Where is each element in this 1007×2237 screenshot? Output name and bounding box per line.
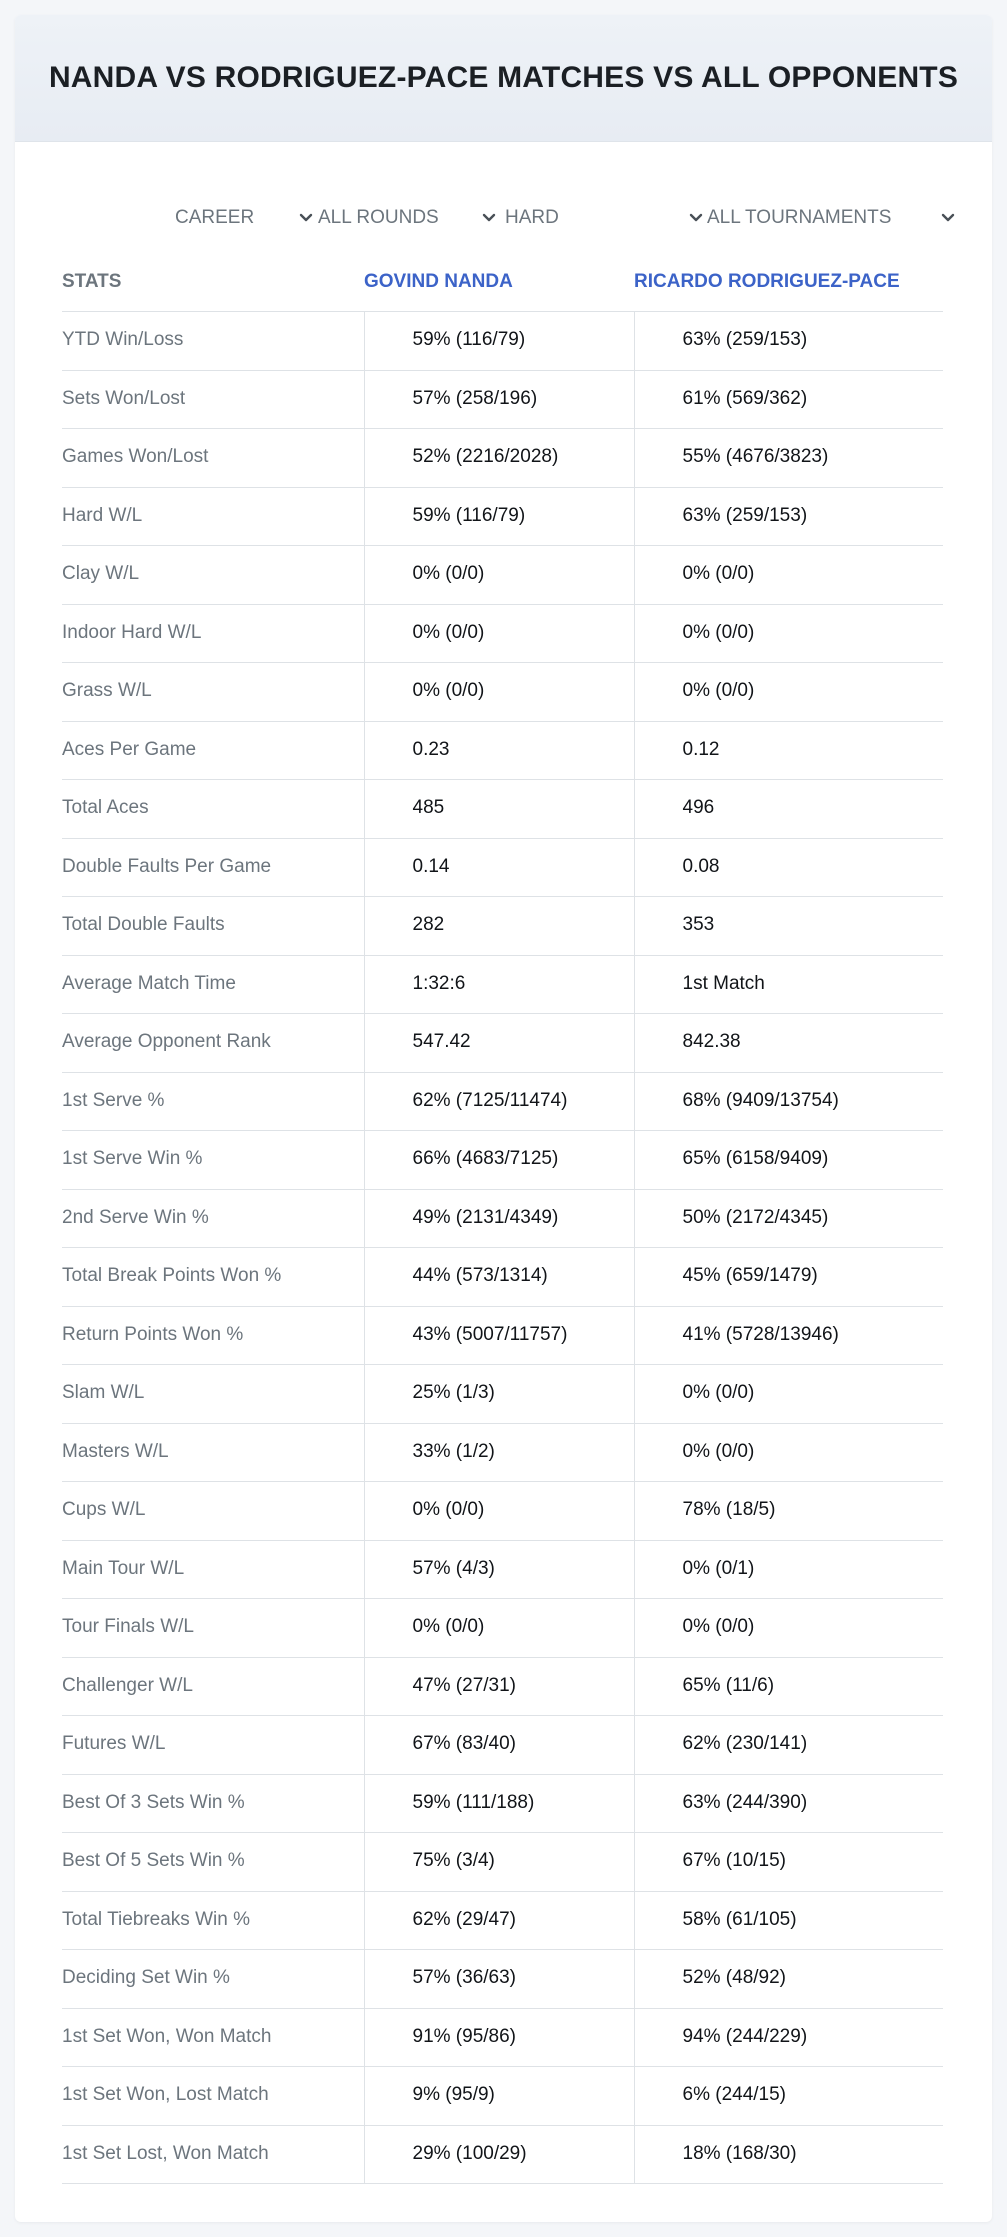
- table-row: [62, 312, 943, 371]
- player1-value: 9% (95/9): [364, 2067, 634, 2126]
- player2-value: 0.08: [634, 838, 943, 897]
- player1-value: 57% (258/196): [364, 370, 634, 429]
- table-row: [62, 1072, 943, 1131]
- table-row: [62, 780, 943, 839]
- player2-value: 0% (0/0): [634, 1423, 943, 1482]
- stat-label: Total Double Faults: [62, 897, 364, 956]
- table-row: [62, 1014, 943, 1073]
- card-header: [15, 15, 992, 142]
- column-header-player1[interactable]: GOVIND NANDA: [364, 271, 513, 292]
- player2-value: 62% (230/141): [634, 1716, 943, 1775]
- chevron-down-icon: [939, 209, 957, 227]
- table-row: [62, 1891, 943, 1950]
- player1-value: 49% (2131/4349): [364, 1189, 634, 1248]
- player2-value: 353: [634, 897, 943, 956]
- player1-value: 62% (7125/11474): [364, 1072, 634, 1131]
- stat-label: Slam W/L: [62, 1365, 364, 1424]
- player2-value: 65% (11/6): [634, 1657, 943, 1716]
- player1-value: 0.23: [364, 721, 634, 780]
- player1-value: 29% (100/29): [364, 2125, 634, 2184]
- player2-value: 67% (10/15): [634, 1833, 943, 1892]
- player1-value: 62% (29/47): [364, 1891, 634, 1950]
- table-row: [62, 1540, 943, 1599]
- table-row: [62, 1423, 943, 1482]
- tournament-select-value: ALL TOURNAMENTS: [707, 207, 892, 228]
- period-select-value: CAREER: [175, 207, 255, 228]
- table-header-row: [62, 253, 943, 312]
- player2-value: 78% (18/5): [634, 1482, 943, 1541]
- player1-value: 75% (3/4): [364, 1833, 634, 1892]
- stat-label: Games Won/Lost: [62, 429, 364, 488]
- stat-label: Total Break Points Won %: [62, 1248, 364, 1307]
- player2-value: 0% (0/0): [634, 1599, 943, 1658]
- stat-label: Masters W/L: [62, 1423, 364, 1482]
- column-header-stats: STATS: [62, 271, 122, 292]
- chevron-down-icon: [480, 209, 498, 227]
- player1-value: 282: [364, 897, 634, 956]
- player1-value: 485: [364, 780, 634, 839]
- table-row: [62, 955, 943, 1014]
- player1-value: 25% (1/3): [364, 1365, 634, 1424]
- player2-value: 0.12: [634, 721, 943, 780]
- player2-value: 63% (259/153): [634, 312, 943, 371]
- page-title: NANDA VS RODRIGUEZ-PACE MATCHES VS ALL OPPONENTS: [48, 61, 959, 94]
- column-header-player2[interactable]: RICARDO RODRIGUEZ-PACE: [634, 271, 900, 292]
- player2-value: 94% (244/229): [634, 2008, 943, 2067]
- stat-label: 1st Set Won, Lost Match: [62, 2067, 364, 2126]
- player1-value: 66% (4683/7125): [364, 1131, 634, 1190]
- table-row: [62, 487, 943, 546]
- player2-value: 55% (4676/3823): [634, 429, 943, 488]
- player1-value: 0% (0/0): [364, 604, 634, 663]
- stats-card: [15, 15, 992, 2222]
- table-row: [62, 1365, 943, 1424]
- stat-label: 1st Set Lost, Won Match: [62, 2125, 364, 2184]
- table-row: [62, 1950, 943, 2009]
- player1-value: 59% (116/79): [364, 487, 634, 546]
- stat-label: YTD Win/Loss: [62, 312, 364, 371]
- stat-label: Cups W/L: [62, 1482, 364, 1541]
- table-row: [62, 2067, 943, 2126]
- player2-value: 0% (0/0): [634, 604, 943, 663]
- player2-value: 0% (0/0): [634, 663, 943, 722]
- player2-value: 58% (61/105): [634, 1891, 943, 1950]
- stat-label: Hard W/L: [62, 487, 364, 546]
- player2-value: 6% (244/15): [634, 2067, 943, 2126]
- stat-label: Sets Won/Lost: [62, 370, 364, 429]
- stat-label: Return Points Won %: [62, 1306, 364, 1365]
- stat-label: 1st Serve %: [62, 1072, 364, 1131]
- player1-value: 44% (573/1314): [364, 1248, 634, 1307]
- player1-value: 57% (4/3): [364, 1540, 634, 1599]
- player1-value: 59% (116/79): [364, 312, 634, 371]
- player2-value: 496: [634, 780, 943, 839]
- table-row: [62, 604, 943, 663]
- table-row: [62, 429, 943, 488]
- player2-value: 50% (2172/4345): [634, 1189, 943, 1248]
- stat-label: Average Opponent Rank: [62, 1014, 364, 1073]
- player2-value: 41% (5728/13946): [634, 1306, 943, 1365]
- table-row: [62, 1306, 943, 1365]
- table-row: [62, 1248, 943, 1307]
- player1-value: 43% (5007/11757): [364, 1306, 634, 1365]
- player1-value: 0% (0/0): [364, 663, 634, 722]
- player1-value: 1:32:6: [364, 955, 634, 1014]
- player1-value: 91% (95/86): [364, 2008, 634, 2067]
- surface-select[interactable]: [505, 200, 705, 236]
- player2-value: 0% (0/0): [634, 1365, 943, 1424]
- player1-value: 67% (83/40): [364, 1716, 634, 1775]
- stat-label: Average Match Time: [62, 955, 364, 1014]
- table-row: [62, 1716, 943, 1775]
- stat-label: Tour Finals W/L: [62, 1599, 364, 1658]
- player2-value: 63% (259/153): [634, 487, 943, 546]
- player2-value: 0% (0/1): [634, 1540, 943, 1599]
- stat-label: 1st Serve Win %: [62, 1131, 364, 1190]
- player2-value: 63% (244/390): [634, 1774, 943, 1833]
- stat-label: Aces Per Game: [62, 721, 364, 780]
- stat-label: Grass W/L: [62, 663, 364, 722]
- player2-value: 45% (659/1479): [634, 1248, 943, 1307]
- table-body: [62, 312, 943, 2184]
- player1-value: 0.14: [364, 838, 634, 897]
- player2-value: 68% (9409/13754): [634, 1072, 943, 1131]
- stats-table: [62, 253, 943, 2184]
- player1-value: 0% (0/0): [364, 1482, 634, 1541]
- table-row: [62, 2125, 943, 2184]
- table-row: [62, 1599, 943, 1658]
- player1-value: 547.42: [364, 1014, 634, 1073]
- table-row: [62, 897, 943, 956]
- stat-label: Double Faults Per Game: [62, 838, 364, 897]
- table-row: [62, 1774, 943, 1833]
- table-row: [62, 1482, 943, 1541]
- table-row: [62, 2008, 943, 2067]
- player1-value: 52% (2216/2028): [364, 429, 634, 488]
- player1-value: 33% (1/2): [364, 1423, 634, 1482]
- chevron-down-icon: [687, 209, 705, 227]
- stat-label: Deciding Set Win %: [62, 1950, 364, 2009]
- player2-value: 61% (569/362): [634, 370, 943, 429]
- stat-label: Indoor Hard W/L: [62, 604, 364, 663]
- surface-select-value: HARD: [505, 207, 559, 228]
- player2-value: 18% (168/30): [634, 2125, 943, 2184]
- player1-value: 0% (0/0): [364, 546, 634, 605]
- stat-label: Best Of 3 Sets Win %: [62, 1774, 364, 1833]
- round-select[interactable]: [318, 200, 498, 236]
- stat-label: Main Tour W/L: [62, 1540, 364, 1599]
- player1-value: 57% (36/63): [364, 1950, 634, 2009]
- stat-label: Futures W/L: [62, 1716, 364, 1775]
- filter-bar: [15, 190, 992, 250]
- stat-label: Clay W/L: [62, 546, 364, 605]
- stat-label: 1st Set Won, Won Match: [62, 2008, 364, 2067]
- table-row: [62, 838, 943, 897]
- table-row: [62, 1131, 943, 1190]
- stat-label: Best Of 5 Sets Win %: [62, 1833, 364, 1892]
- tournament-select[interactable]: [707, 200, 957, 236]
- table-row: [62, 1833, 943, 1892]
- stat-label: 2nd Serve Win %: [62, 1189, 364, 1248]
- stat-label: Total Aces: [62, 780, 364, 839]
- table-row: [62, 1189, 943, 1248]
- round-select-value: ALL ROUNDS: [318, 207, 439, 228]
- table-row: [62, 1657, 943, 1716]
- table-row: [62, 546, 943, 605]
- player1-value: 47% (27/31): [364, 1657, 634, 1716]
- player2-value: 65% (6158/9409): [634, 1131, 943, 1190]
- table-row: [62, 663, 943, 722]
- period-select[interactable]: [175, 200, 315, 236]
- player1-value: 59% (111/188): [364, 1774, 634, 1833]
- player2-value: 0% (0/0): [634, 546, 943, 605]
- player2-value: 842.38: [634, 1014, 943, 1073]
- chevron-down-icon: [297, 209, 315, 227]
- table-row: [62, 370, 943, 429]
- table-row: [62, 721, 943, 780]
- stat-label: Challenger W/L: [62, 1657, 364, 1716]
- stat-label: Total Tiebreaks Win %: [62, 1891, 364, 1950]
- player2-value: 1st Match: [634, 955, 943, 1014]
- player1-value: 0% (0/0): [364, 1599, 634, 1658]
- player2-value: 52% (48/92): [634, 1950, 943, 2009]
